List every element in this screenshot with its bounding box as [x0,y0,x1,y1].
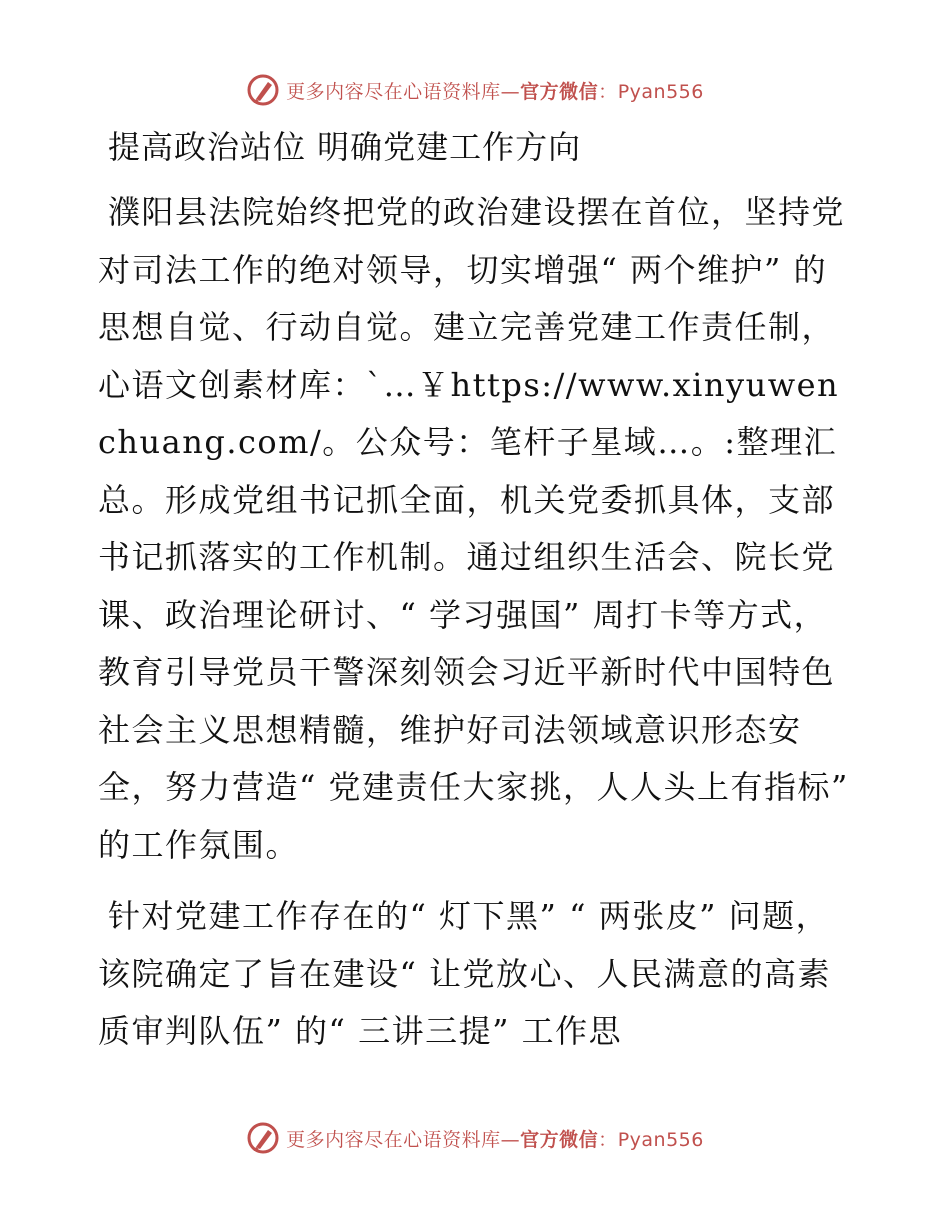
footer-banner [0,1118,950,1158]
banner-text [286,77,704,104]
banner-brand: 更多内容尽在心语资料库 [286,80,501,103]
banner-colon: ： [598,1128,618,1151]
document-body [98,122,858,1075]
paragraph-2: 针对党建工作存在的“ 灯下黑” “ 两张皮” 问题，该院确定了旨在建设“ 让党放心、人民满意的高素质审判队伍” 的“ 三讲三提” 工作思 [98,897,832,1050]
banner-wechat-id: Pyan556 [617,1128,704,1151]
paragraph-1: 濮阳县法院始终把党的政治建设摆在首位，坚持党对司法工作的绝对领导，切实增强“ 两个维护” 的思想自觉、行动自觉。建立完善党建工作责任制，心语文创素材库：`…￥https://www.xinyuwenchuang.com/。公众号：笔杆子星域…。:整理汇总。形成党组书记抓全面，机关党委抓具体，支部书记抓落实的工作机制。通过组织生活会、院长党课、政治理论研讨、“ 学习强国” 周打卡等方式，教育引导党员干警深刻领会习近平新时代中国特色社会主义思想精髓，维护好司法领域意识形态安全，努力营造“ 党建责任大家挑，人人头上有指标” 的工作氛围。 [98,193,849,864]
banner-separator: — [500,80,521,103]
pen-nib-logo-icon [246,73,280,107]
header-banner [0,70,950,110]
banner-wechat-id: Pyan556 [617,80,704,103]
banner-wechat-label: 官方微信 [520,80,599,103]
banner-colon: ： [598,80,618,103]
banner-brand: 更多内容尽在心语资料库 [286,1128,501,1151]
pen-nib-logo-icon [246,1121,280,1155]
banner-separator: — [500,1128,521,1151]
banner-text [286,1125,704,1152]
banner-wechat-label: 官方微信 [520,1128,599,1151]
section-title: 提高政治站位 明确党建工作方向 [108,128,582,166]
